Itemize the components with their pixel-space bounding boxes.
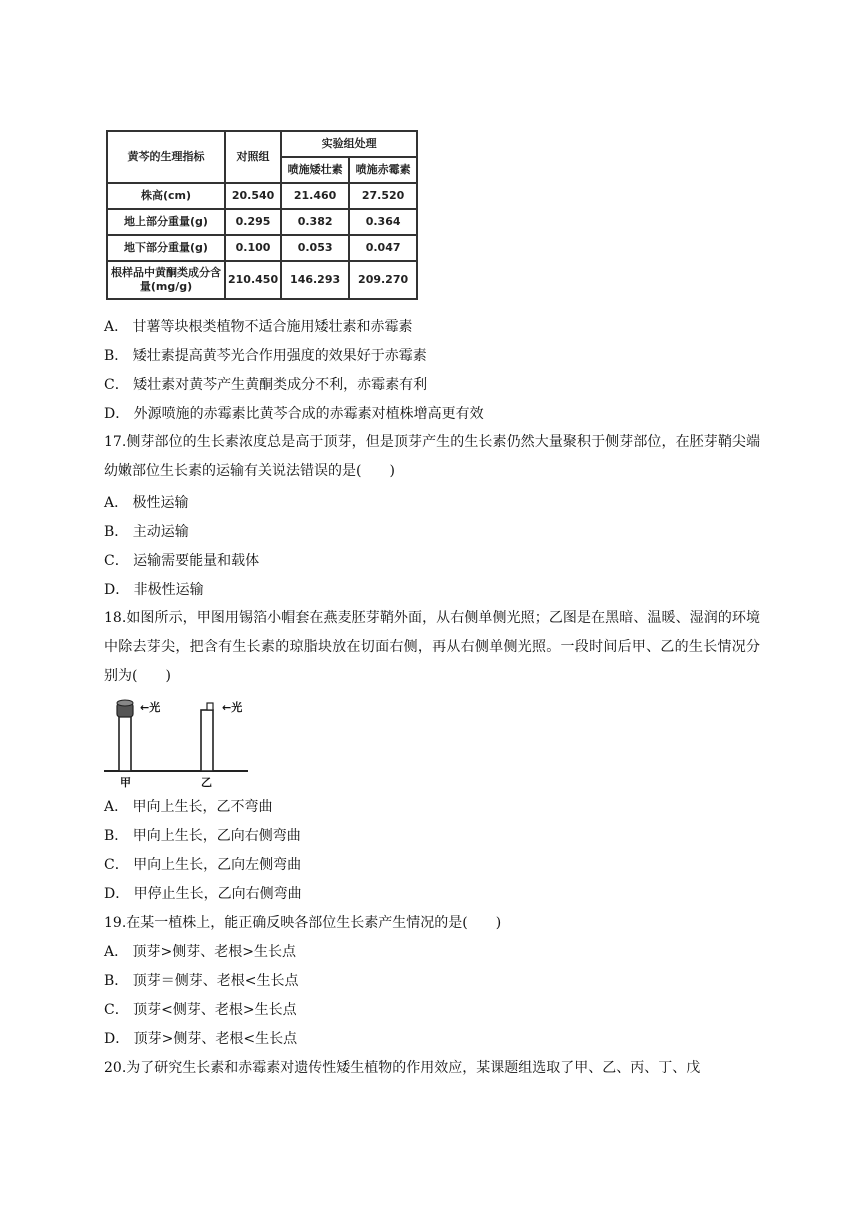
option-a: A． 甘薯等块根类植物不适合施用矮壮素和赤霉素: [104, 319, 413, 335]
row-label: 地下部分重量(g): [107, 235, 225, 261]
option-d: D． 非极性运输: [104, 582, 204, 598]
table-row: [107, 209, 417, 235]
option-b: B． 主动运输: [104, 524, 189, 540]
option-d: D． 甲停止生长，乙向右侧弯曲: [104, 886, 302, 902]
coleoptile-a: [119, 710, 131, 771]
row-label: 根样品中黄酮类成分含量(mg/g): [107, 261, 225, 299]
light-label-b: ←光: [222, 701, 243, 714]
cell-ga: 0.364: [349, 209, 417, 235]
table-header-indicator: 黄芩的生理指标: [107, 131, 225, 183]
table-header-control: 对照组: [225, 131, 281, 183]
table-row: [107, 235, 417, 261]
data-table: [106, 130, 418, 300]
label-jia: 甲: [120, 776, 131, 789]
option-b: B． 甲向上生长，乙向右侧弯曲: [104, 828, 301, 844]
label-yi: 乙: [201, 776, 212, 789]
option-d: D． 顶芽>侧芽、老根<生长点: [104, 1031, 298, 1047]
cell-dwarf: 21.460: [281, 183, 349, 209]
table-row: [107, 261, 417, 299]
option-a: A． 极性运输: [104, 495, 189, 511]
table-header-ga: 喷施赤霉素: [349, 157, 417, 183]
cell-ga: 0.047: [349, 235, 417, 261]
cell-control: 0.295: [225, 209, 281, 235]
option-d: D． 外源喷施的赤霉素比黄芩合成的赤霉素对植株增高更有效: [104, 406, 484, 422]
option-b: B． 矮壮素提高黄芩光合作用强度的效果好于赤霉素: [104, 348, 427, 364]
option-c: C． 矮壮素对黄芩产生黄酮类成分不利，赤霉素有利: [104, 377, 428, 393]
table-header-dwarf: 喷施矮壮素: [281, 157, 349, 183]
row-label: 株高(cm): [107, 183, 225, 209]
option-c: C． 运输需要能量和载体: [104, 553, 260, 569]
cell-ga: 209.270: [349, 261, 417, 299]
cell-ga: 27.520: [349, 183, 417, 209]
cell-dwarf: 0.382: [281, 209, 349, 235]
table-header-experimental: 实验组处理: [281, 131, 417, 157]
cell-control: 20.540: [225, 183, 281, 209]
agar-block: [207, 703, 213, 710]
option-a: A． 顶芽>侧芽、老根>生长点: [104, 944, 297, 960]
cell-control: 0.100: [225, 235, 281, 261]
option-c: C． 甲向上生长，乙向左侧弯曲: [104, 857, 302, 873]
light-label-a: ←光: [140, 701, 161, 714]
option-a: A． 甲向上生长，乙不弯曲: [104, 799, 273, 815]
cell-dwarf: 146.293: [281, 261, 349, 299]
coleoptile-figure: [100, 694, 260, 794]
coleoptile-b: [201, 710, 213, 771]
question-stem: 20.为了研究生长素和赤霉素对遗传性矮生植物的作用效应，某课题组选取了甲、乙、丙、丁、戊: [104, 1060, 701, 1076]
row-label: 地上部分重量(g): [107, 209, 225, 235]
option-c: C． 顶芽<侧芽、老根>生长点: [104, 1002, 297, 1018]
foil-cap-top: [117, 700, 133, 706]
question-stem: 19.在某一植株上，能正确反映各部位生长素产生情况的是( ): [104, 915, 502, 931]
question-stem: 18.如图所示，甲图用锡箔小帽套在燕麦胚芽鞘外面，从右侧单侧光照；乙图是在黑暗、温暖、湿润的环境中除去芽尖，把含有生长素的琼脂块放在切面右侧，再从右侧单侧光照。一段时间后甲、乙的生长情况分别为( ): [104, 610, 760, 684]
cell-control: 210.450: [225, 261, 281, 299]
cell-dwarf: 0.053: [281, 235, 349, 261]
table-row: [107, 183, 417, 209]
question-stem: 17.侧芽部位的生长素浓度总是高于顶芽，但是顶芽产生的生长素仍然大量聚积于侧芽部位，在胚芽鞘尖端幼嫩部位生长素的运输有关说法错误的是( ): [104, 434, 760, 479]
option-b: B． 顶芽＝侧芽、老根<生长点: [104, 973, 299, 989]
